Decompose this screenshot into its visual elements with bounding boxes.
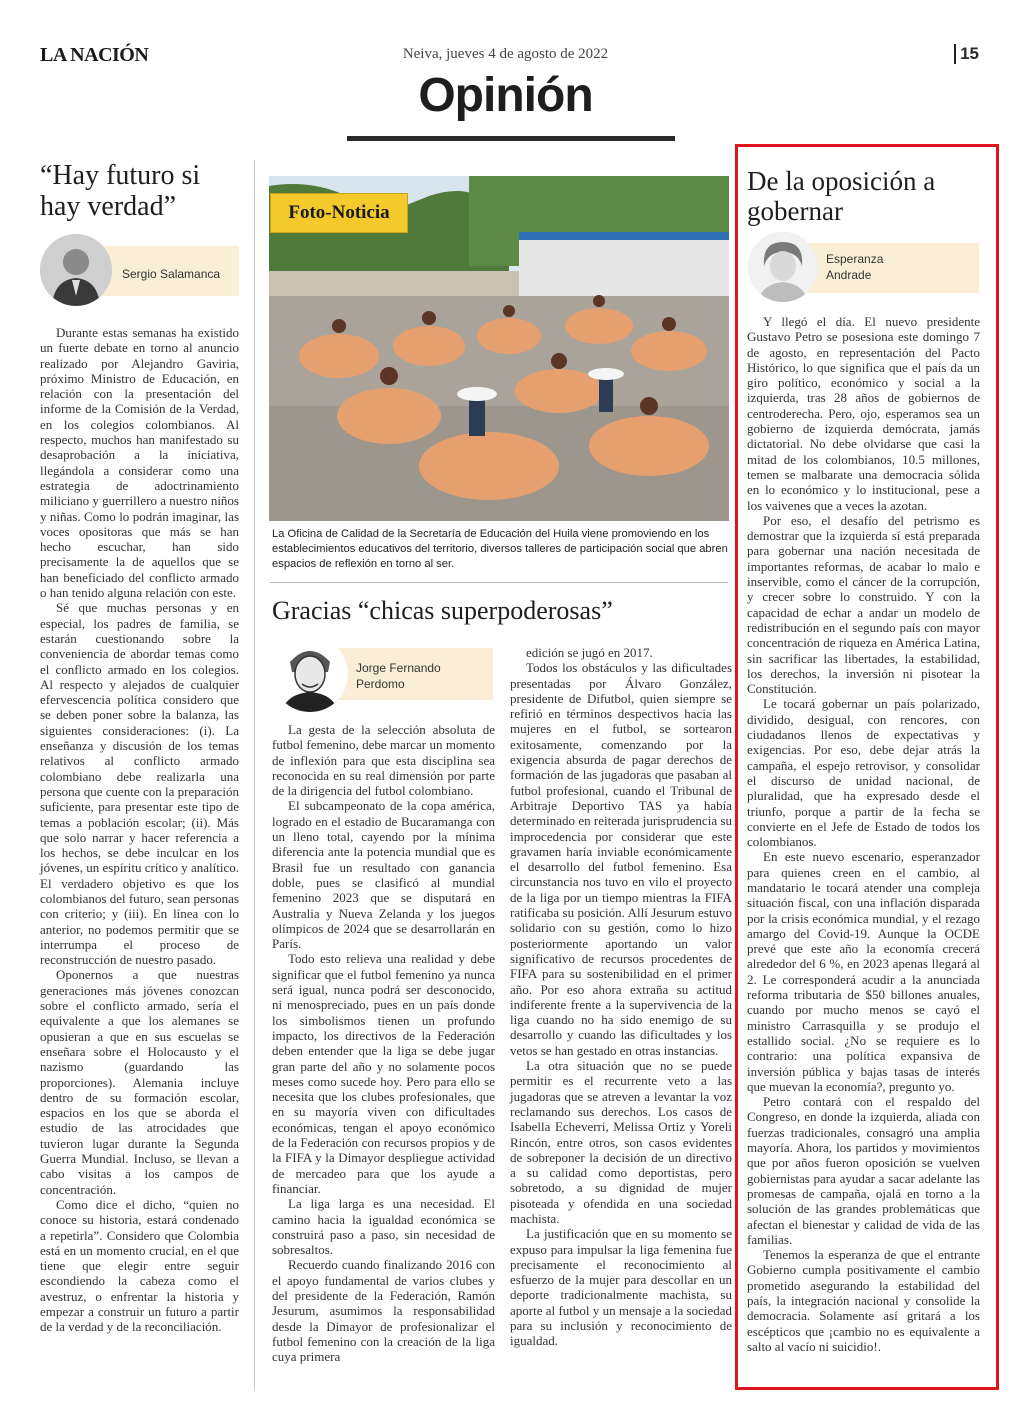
paragraph: edición se jugó en 2017.: [526, 645, 653, 660]
author-photo-esperanza: [748, 232, 818, 302]
page-number: 15: [954, 44, 979, 64]
paragraph: Recuerdo cuando finalizando 2016 con el apoyo fundamental de varios clubes y del presidente de la Federación, Ramón Jesurum, asumimos la responsabilidad desde la Dimayor de profesionalizar el futbol femenino con la creación de la liga cuya primera: [272, 1257, 495, 1365]
paragraph: La gesta de la selección absoluta de futbol femenino, debe marcar un momento de inflexión para que esta disciplina sea reconocida en su real dimensión por parte de la dirigencia del futbol colombiano.: [272, 722, 495, 799]
paragraph: Tenemos la esperanza de que el entrante Gobierno cumpla positivamente el cambio prometido asegurando la estabilidad del país, la integración nacional y consolide la democracia. Solamente así gritará a los escépticos que ¡cambio no es equivalente a salto al vacío ni suicidio!.: [747, 1247, 980, 1354]
paragraph: La justificación que en su momento se expuso para impulsar la liga femenina fue precisamente el reconocimiento al esfuerzo de la mujer para descollar en un deporte tradicionalmente machista, su aporte al futbol y un mensaje a la sociedad para su inclusión y reconocimiento de igualdad.: [510, 1226, 732, 1349]
middle-article-headline: Gracias “chicas superpoderosas”: [272, 596, 613, 625]
avatar-portrait-icon: [748, 232, 818, 302]
paragraph: La liga larga es una necesidad. El camino hacia la igualdad económica se construirá paso a paso, sin necesidad de sobresaltos.: [272, 1196, 495, 1258]
paragraph: El subcampeonato de la copa américa, logrado en el estadio de Bucaramanga con un lleno total, cayendo por la mínima diferencia ante la potencia mundial que es Brasil fue un resultado con ganancia doble, pues se clasificó al mundial femenino 2023 que se disputará en Australia y Nueva Zelanda y los juegos olímpicos de 2024 que se desarrollarán en París.: [272, 798, 495, 952]
paragraph: Le tocará gobernar un país polarizado, dividido, desigual, con rencores, con ciudadanos llenos de expectativas y exigencias. Por eso, debe dejar atrás la campaña, el espejo retrovisor, y consolidar el discurso de unidad nacional, de pluralidad, que ha expresado desde el triunfo, porque a partir de la fecha se convierte en el Jefe de Estado de todos los colombianos.: [747, 696, 980, 850]
paragraph: Oponernos a que nuestras generaciones más jóvenes conozcan sobre el conflicto armado, sería el equivalente a que los alemanes se opusieran a que en sus escuelas se enseñara sobre el Holocausto y el nazismo (guardando las proporciones). Alemania incluye dentro de su formación escolar, espacios en los que se aborda el estudio de las atrocidades que tuvieron lugar durante la Segunda Guerra Mundial. Incluso, se llevan a cabo visitas a los campos de concentración.: [40, 967, 239, 1197]
column-divider-left: [254, 160, 255, 1390]
author-photo-jorge: [272, 636, 348, 712]
paragraph: Todo esto relieva una realidad y debe significar que el futbol femenino ya nunca será igual, nunca podrá ser desconocido, ni menospreciado, pues en un país donde los simbolismos tienen un profundo impacto, los directivos de la Federación deben entender que la liga se debe jugar gran parte del año y no solamente pocos meses como sucede hoy. Pero para ello se necesita que los clubes profesionales, que en su mayoría viven con dificultades económicas, tengan el apoyo económico de la Federación con recursos propios y de la FIFA y la Dimayor despliegue actividad de mercadeo para que los ayude a financiar.: [272, 951, 495, 1196]
paragraph: Sé que muchas personas y en especial, los padres de familia, se estarán cuestionando sobre la conveniencia de abordar temas como el conflicto armado en los colegios. Al respecto y alejados de cualquier efervescencia política considero que se deben poner sobre la balanza, las siguientes consideraciones: (i). La enseñanza y discusión de los temas relativos al conflicto armado colombiano debe realizarla una persona que cuente con la preparación suficiente, para presentar este tipo de temas a población escolar; (ii). Más que solo narrar y hacer referencia a los hechos, se debe inculcar en los jóvenes, un espíritu crítico y analítico. El verdadero objetivo es que los colombianos del futuro, sean personas con criterio; y (iii). En línea con lo anterior, no podemos permitir que se interrumpa el proceso de reconstrucción de nuestro pasado.: [40, 600, 239, 968]
newspaper-logo: LA NACIÓN: [40, 44, 149, 66]
right-article-author-last: Andrade: [826, 268, 872, 282]
caption-divider: [270, 582, 728, 583]
paragraph: Y llegó el día. El nuevo presidente Gustavo Petro se posesiona este domingo 7 de agosto, en representación del Pacto Histórico, lo que significa que el país da un giro político, económico y social a la izquierda, tras 28 años de gobiernos de centroderecha. Pero, ojo, esperamos sea un gobierno de izquierda demócrata, jamás dictatorial. No debe olvidarse que casi la mitad de los colombianos, 10.5 millones, temen se malbarate una democracia sólida en lo económico y lo institucional, pese a los vaivenes que a veces la azotan.: [747, 314, 980, 513]
paragraph: Petro contará con el respaldo del Congreso, en donde la izquierda, aliada con fuerzas tradicionales, consagró una amplia mayoría. Ahora, los partidos y movimientos que por años fueron oposición se vuelven gobiernistas para ayudar a sacar adelante las promesas de campaña, ojalá en torno a la solución de las grandes problemáticas que afectan el bienestar y calidad de vida de las familias.: [747, 1094, 980, 1247]
issue-date: Neiva, jueves 4 de agosto de 2022: [402, 46, 609, 62]
right-article-author-first: Esperanza: [826, 252, 884, 266]
column-divider-right: [737, 160, 738, 1390]
right-article-headline: De la oposición a gobernar: [747, 166, 936, 227]
left-article-author: Sergio Salamanca: [122, 267, 221, 281]
right-article-body: [747, 314, 980, 1354]
author-photo-sergio: [40, 234, 112, 306]
middle-article-author-last: Perdomo: [356, 677, 405, 691]
paragraph: En este nuevo escenario, esperanzador para quienes creen en el cambio, al mandatario le tocará atender una compleja situación fiscal, con una inflación disparada por la crisis económica mundial, y el rezago amargo del Covid-19. Aunque la OCDE prevé que este año la economía crecerá alrededor del 6 %, en 2023 apenas llegará al 2. Le corresponderá acudir a la anunciada reforma tributaria de $50 billones anuales, cuando por mucho menos se cayó el ministro Carrasquilla y se produjo el estallido social. ¿No se requiere es lo contrario: una política expansiva de inversión pública y bajas tasas de interés que muevan la economía?, pregunto yo.: [747, 849, 980, 1094]
photo-news-tag: Foto-Noticia: [270, 193, 408, 233]
left-article-headline: “Hay futuro si hay verdad”: [40, 160, 201, 223]
middle-article-column-1: [272, 722, 495, 1364]
section-rule: [347, 136, 675, 141]
paragraph: Todos los obstáculos y las dificultades presentadas por Álvaro González, presidente de Difutbol, quien siempre se refirió en términos despectivos hacia las mujeres en el futbol, se sortearon exitosamente, comenzando por la exigencia absurda de pagar derechos de formación de las jugadoras que pasaban al futbol profesional, cuando el Tribunal de Arbitraje Deportivo TAS ya había determinado en reiterada jurisprudencia su improcedencia por considerar que este gravamen haría inviable económicamente el desarrollo del futbol femenino. Esa circunstancia nos tuvo en vilo el proyecto de la liga por un tiempo mientras la FIFA ratificaba su posición. Allí Jesurum estuvo solidario con su gestión, como lo hizo posteriormente aportando un valor significativo de recursos procedentes de FIFA para su sostenibilidad en el primer año. Por eso ahora extraña su actitud indiferente frente a la supervivencia de la liga cuando no ha sido enemigo de su desarrollo y cuando las dificultades y los vetos se han gestado en otras instancias.: [510, 660, 732, 1058]
avatar-portrait-icon: [40, 234, 112, 306]
left-article-body: [40, 325, 239, 1335]
middle-article-column-2: [510, 645, 732, 1349]
paragraph: Durante estas semanas ha existido un fuerte debate en torno al anuncio realizado por Alejandro Gaviria, próximo Ministro de Educación, en relación con la presentación del informe de la Comisión de la Verdad, en los colegios colombianos. Al respecto, muchos han manifestado su desaprobación a la iniciativa, llegándola a considerar como una estrategia de adoctrinamiento miliciano y guerrillero a nuestro niños y niñas. Como lo podrán imaginar, las voces opositoras que más se han hecho escuchar, han sido precisamente la de aquellos que se han beneficiado del conflicto armado o han tenido alguna relación con este.: [40, 325, 239, 601]
paragraph: Como dice el dicho, “quien no conoce su historia, estará condenado a repetirla”. Considero que Colombia está en un momento crucial, en el que tiene que elegir entre seguir escondiendo la cabeza como el avestruz, o enfrentar la historia y empezar a construir un futuro a partir de la verdad y de la reconciliación.: [40, 1196, 239, 1335]
right-article-byline: [790, 243, 979, 293]
paragraph: Por eso, el desafío del petrismo es demostrar que la izquierda sí está preparada para gobernar una nación necesitada de importantes reformas, de acabar lo malo e inservible, como el cáncer de la corrupción, y crecer sobre lo construido. Y con la capacidad de echar a andar un modelo de redistribución en el segundo país con mayor concentración de riqueza en América Latina, sin sacrificar las libertades, la estabilidad, los derechos, la inversión ni pisotear la Constitución.: [747, 512, 980, 697]
avatar-portrait-icon: [272, 636, 348, 712]
paragraph: La otra situación que no se puede permitir es el recurrente veto a las jugadoras que se atreven a levantar la voz reclamando sus derechos. Los casos de Isabella Echeverri, Melissa Ortiz y Yoreli Rincón, entre otros, son casos evidentes de sobreponer la decisión de un directivo a su calidad como deportistas, pero sobretodo, a su dignidad de mujer pisoteada y ofendida en una sociedad machista.: [510, 1058, 732, 1226]
section-title: Opinión: [418, 69, 593, 122]
middle-article-author-first: Jorge Fernando: [356, 661, 441, 675]
photo-caption: La Oficina de Calidad de la Secretaría de Educación del Huila viene promoviendo en los establecimientos educativos del territorio, diversos talleres de participación social que abren espacios de reflexión en torno al ser.: [272, 528, 728, 570]
